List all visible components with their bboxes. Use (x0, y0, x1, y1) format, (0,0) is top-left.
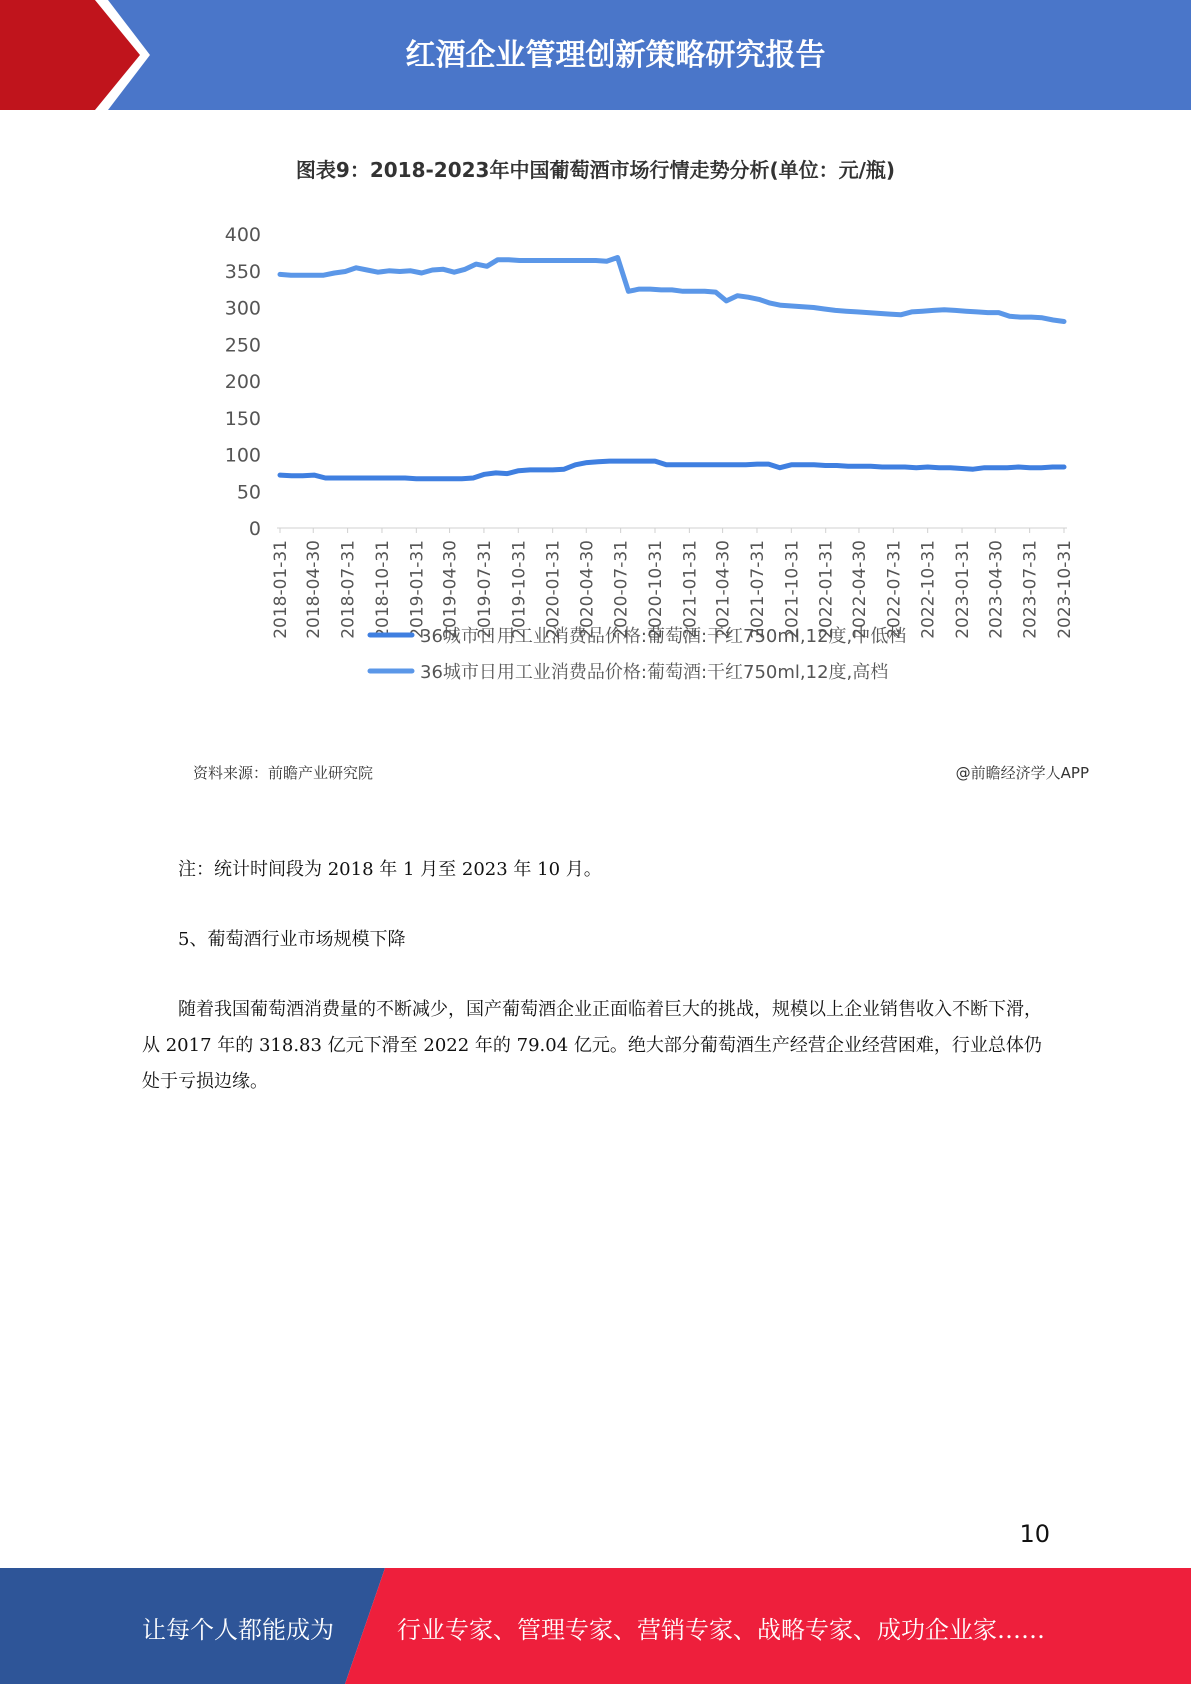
legend-label-1: 36城市日用工业消费品价格:葡萄酒:干红750ml,12度,中低档 (420, 626, 907, 647)
note-text: 注：统计时间段为 2018 年 1 月至 2023 年 10 月。 (178, 859, 602, 880)
y-tick-label: 100 (224, 444, 261, 467)
y-tick-label: 400 (224, 224, 261, 246)
x-tick-label: 2023-10-31 (1055, 540, 1075, 639)
x-tick-label: 2023-07-31 (1020, 540, 1041, 639)
x-tick-label: 2020-10-31 (646, 540, 667, 639)
y-tick-label: 300 (224, 297, 261, 320)
x-tick-label: 2021-01-31 (680, 540, 701, 639)
x-tick-label: 2018-01-31 (271, 540, 291, 639)
x-tick-label: 2020-01-31 (543, 540, 564, 639)
x-tick-label: 2022-07-31 (884, 540, 905, 639)
x-tick-label: 2019-01-31 (407, 540, 428, 639)
x-tick-label: 2019-10-31 (509, 540, 530, 639)
body-paragraph: 随着我国葡萄酒消费量的不断减少，国产葡萄酒企业正面临着巨大的挑战，规模以上企业销售收入不断下滑，从 2017 年的 318.83 亿元下滑至 2022 年的 79.04 亿元。绝大部分葡萄酒生产经营企业经营困难，行业总体仍处于亏损边缘。 (142, 999, 1042, 1092)
y-tick-label: 150 (224, 407, 261, 430)
y-tick-label: 50 (236, 481, 261, 504)
series-line-2 (280, 258, 1064, 322)
x-tick-label: 2023-01-31 (953, 540, 974, 639)
x-tick-label: 2021-04-30 (713, 540, 734, 639)
y-tick-label: 200 (224, 371, 261, 393)
page-header (0, 0, 1191, 110)
figure-brand: @前瞻经济学人APP (955, 764, 1089, 782)
y-tick-label: 350 (224, 260, 261, 283)
y-tick-label: 250 (224, 334, 261, 357)
x-tick-label: 2023-04-30 (986, 540, 1007, 639)
x-tick-label: 2018-10-31 (372, 540, 393, 639)
footer-slogan-left: 让每个人都能成为 (142, 1616, 334, 1644)
x-tick-label: 2021-07-31 (747, 540, 768, 639)
section-heading: 5、葡萄酒行业市场规模下降 (178, 929, 406, 950)
x-tick-label: 2020-04-30 (577, 540, 598, 639)
x-tick-label: 2019-04-30 (440, 540, 461, 639)
page-number: 10 (1019, 1520, 1050, 1548)
x-tick-label: 2018-07-31 (338, 540, 359, 639)
x-tick-label: 2020-07-31 (611, 540, 632, 639)
legend-label-2: 36城市日用工业消费品价格:葡萄酒:干红750ml,12度,高档 (420, 662, 889, 683)
series-line-1 (280, 461, 1064, 479)
x-tick-label: 2022-04-30 (849, 540, 870, 639)
figure-source: 资料来源：前瞻产业研究院 (193, 764, 374, 782)
x-tick-label: 2019-07-31 (474, 540, 495, 639)
line-chart (180, 210, 1100, 770)
x-tick-label: 2022-01-31 (816, 540, 837, 639)
page-footer (0, 1568, 1191, 1684)
x-tick-label: 2022-10-31 (918, 540, 939, 639)
y-tick-label: 0 (248, 518, 261, 540)
x-tick-label: 2018-04-30 (304, 540, 325, 639)
footer-slogan-right: 行业专家、管理专家、营销专家、战略专家、成功企业家…… (397, 1616, 1045, 1644)
x-tick-label: 2021-10-31 (782, 540, 803, 639)
report-title: 红酒企业管理创新策略研究报告 (405, 38, 826, 73)
figure-title: 图表9：2018-2023年中国葡萄酒市场行情走势分析(单位：元/瓶) (295, 158, 896, 182)
